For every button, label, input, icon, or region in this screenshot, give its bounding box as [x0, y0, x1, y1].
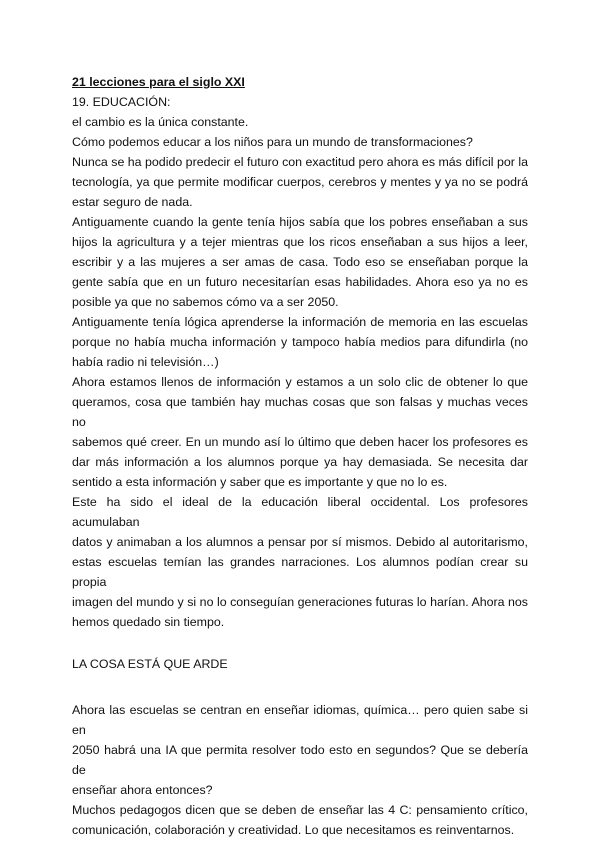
paragraph-line: hemos quedado sin tiempo.: [72, 615, 225, 629]
chapter-heading: 19. EDUCACIÓN:: [72, 95, 171, 109]
paragraph-line: hijos la agricultura y a tejer mientras que los ricos enseñaban a sus hijos a leer,: [72, 235, 528, 249]
paragraph-line: escribir y a las mujeres a ser amas de casa. Todo eso se enseñaban porque la: [72, 255, 528, 269]
spacer: [72, 632, 528, 654]
paragraph-line: estar seguro de nada.: [72, 195, 193, 209]
paragraph-line: enseñar ahora entonces?: [72, 783, 213, 797]
document-page: [72, 73, 528, 840]
paragraph-line: queramos, cosa que también hay muchas cosas que son falsas y muchas veces no: [72, 395, 528, 429]
paragraph-line: Muchos pedagogos dicen que se deben de enseñar las 4 C: pensamiento crítico,: [72, 803, 528, 817]
paragraph-line: sentido a esta información y saber que es importante y que no lo es.: [72, 475, 448, 489]
paragraph-line: sabemos qué creer. En un mundo así lo último que deben hacer los profesores es: [72, 435, 528, 449]
paragraph-line: 2050 habrá una IA que permita resolver todo esto en segundos? Que se debería de: [72, 743, 528, 777]
paragraph-line: comunicación, colaboración y creatividad. Lo que necesitamos es reinventarnos.: [72, 823, 515, 837]
spacer: [72, 674, 528, 700]
section-heading: LA COSA ESTÁ QUE ARDE: [72, 657, 228, 671]
paragraph-line: Antiguamente tenía lógica aprenderse la información de memoria en las escuelas: [72, 315, 528, 329]
document-title: 21 lecciones para el siglo XXI: [72, 75, 245, 89]
paragraph-line: imagen del mundo y si no lo conseguían generaciones futuras lo harían. Ahora nos: [72, 595, 528, 609]
paragraph-line: Antiguamente cuando la gente tenía hijos sabía que los pobres enseñaban a sus: [72, 215, 528, 229]
paragraph-line: Cómo podemos educar a los niños para un mundo de transformaciones?: [72, 135, 473, 149]
paragraph-line: tecnología, ya que permite modificar cuerpos, cerebros y mentes y ya no se podrá: [72, 175, 528, 189]
paragraph-line: Ahora estamos llenos de información y estamos a un solo clic de obtener lo que: [72, 375, 528, 389]
paragraph-line: datos y animaban a los alumnos a pensar por sí mismos. Debido al autoritarismo,: [72, 535, 528, 549]
paragraph-line: estas escuelas temían las grandes narraciones. Los alumnos podían crear su propia: [72, 555, 528, 589]
paragraph-line: posible ya que no sabemos cómo va a ser 2050.: [72, 295, 339, 309]
paragraph-line: porque no había mucha información y tampoco había medios para difundirla (no: [72, 335, 528, 349]
paragraph-line: había radio ni televisión…): [72, 355, 219, 369]
paragraph-line: Nunca se ha podido predecir el futuro con exactitud pero ahora es más difícil por la: [72, 155, 528, 169]
paragraph-line: gente sabía que en un futuro necesitarían esas habilidades. Ahora eso ya no es: [72, 275, 528, 289]
paragraph-line: dar más información a los alumnos porque ya hay demasiada. Se necesita dar: [72, 455, 528, 469]
paragraph-line: Este ha sido el ideal de la educación liberal occidental. Los profesores acumulaban: [72, 495, 528, 529]
paragraph-line: el cambio es la única constante.: [72, 115, 249, 129]
paragraph-line: Ahora las escuelas se centran en enseñar idiomas, química… pero quien sabe si en: [72, 703, 528, 737]
